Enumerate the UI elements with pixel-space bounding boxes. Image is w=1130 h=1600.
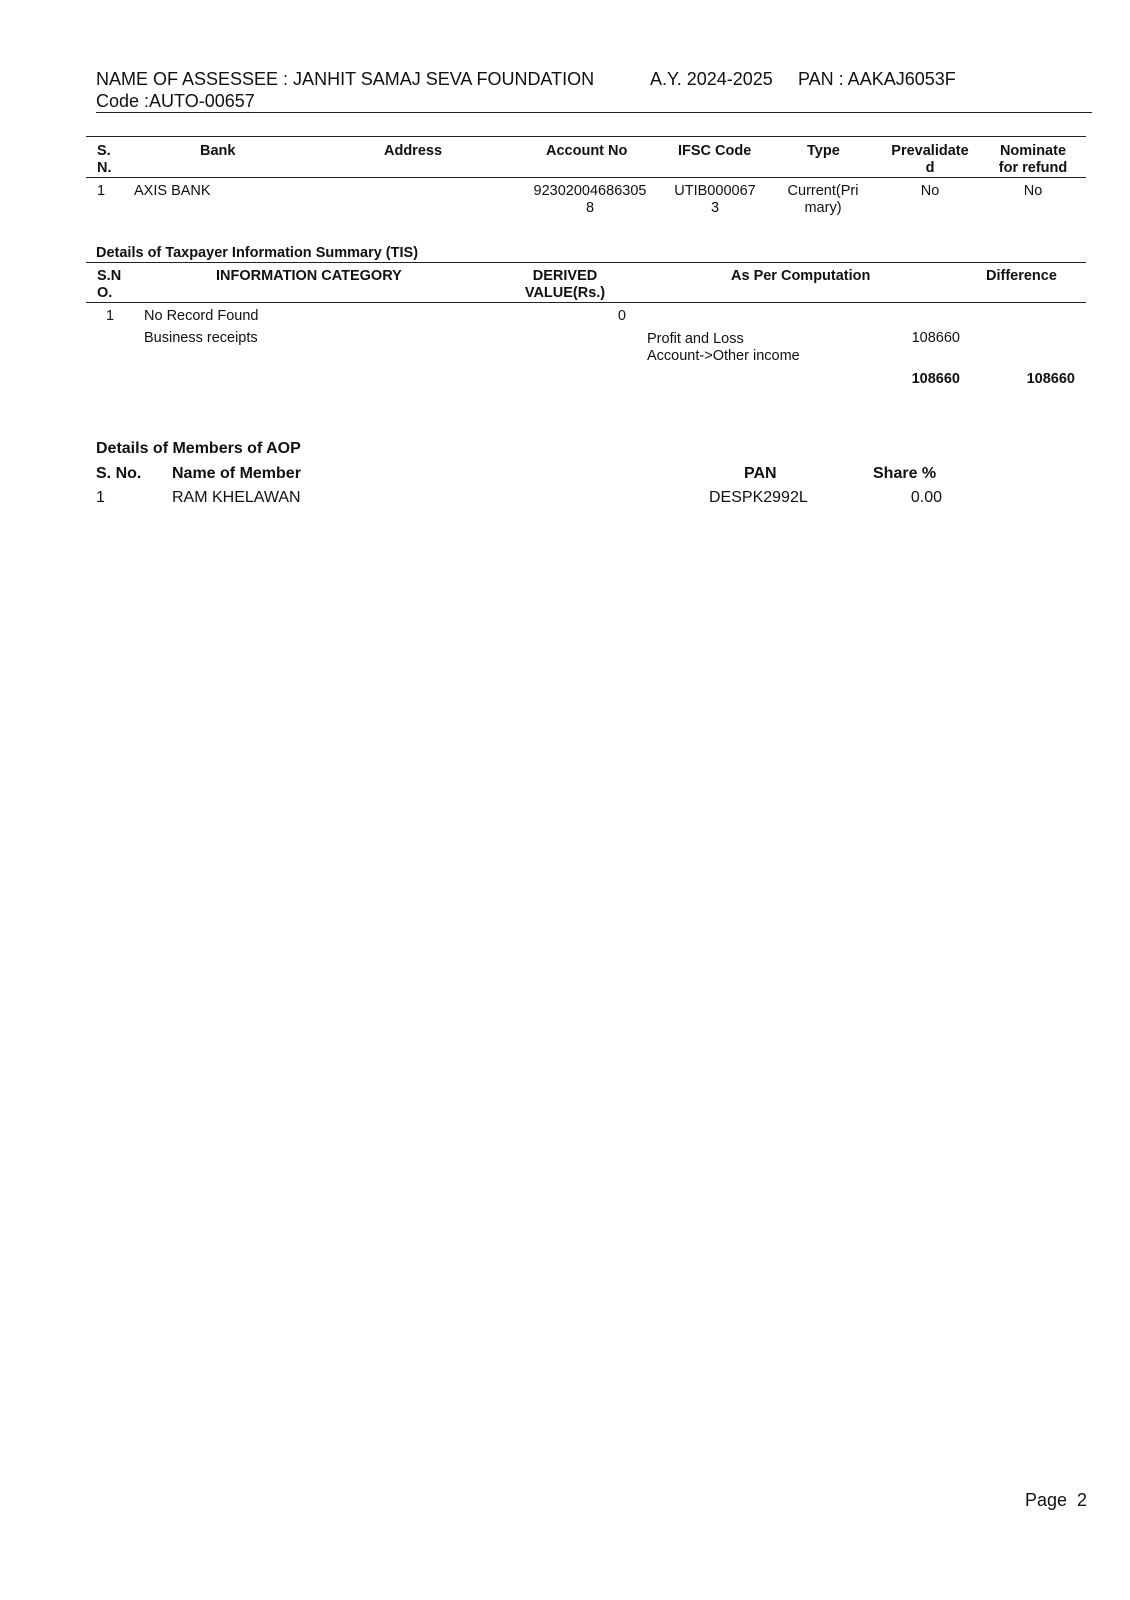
aop-row-name: RAM KHELAWAN <box>172 489 301 506</box>
tis-title: Details of Taxpayer Information Summary (TIS) <box>96 245 419 261</box>
tis-row-computation-value: 108660 <box>911 330 960 346</box>
aop-col-name-header: Name of Member <box>172 465 301 482</box>
bank-row-sn: 1 <box>97 183 106 199</box>
tis-row-computation-label: Profit and Loss Account->Other income <box>647 331 800 364</box>
col-account-header: Account No <box>546 143 628 159</box>
tis-total-difference: 108660 <box>1026 371 1075 387</box>
col-address-header: Address <box>384 143 443 159</box>
tis-top-rule <box>86 262 1086 263</box>
bank-row-name: AXIS BANK <box>134 183 211 199</box>
aop-row-sno: 1 <box>96 489 105 506</box>
bank-row-type: Current(Pri mary) <box>787 183 859 216</box>
assessee-code: Code :AUTO-00657 <box>96 91 255 111</box>
tis-row-category-main: No Record Found <box>144 308 259 324</box>
col-ifsc-header: IFSC Code <box>678 143 752 159</box>
tis-col-difference-header: Difference <box>986 268 1057 284</box>
tis-row-derived-value: 0 <box>617 308 626 324</box>
assessment-year: A.Y. 2024-2025 <box>650 69 773 89</box>
col-bank-header: Bank <box>200 143 236 159</box>
aop-col-sno-header: S. No. <box>96 465 142 482</box>
tis-header-rule <box>86 302 1086 303</box>
header-rule <box>96 112 1092 113</box>
tis-col-category-header: INFORMATION CATEGORY <box>216 268 402 284</box>
aop-col-share-header: Share % <box>873 465 937 482</box>
tis-total-computation: 108660 <box>911 371 960 387</box>
bank-row-prevalidated: No <box>920 183 940 199</box>
tis-col-derived-header: DERIVED VALUE(Rs.) <box>524 268 606 301</box>
col-nominate-header: Nominate for refund <box>998 143 1068 176</box>
tis-row-sno: 1 <box>106 308 115 324</box>
tis-col-sno-header: S.N O. <box>97 268 122 301</box>
tis-row-category-sub: Business receipts <box>144 330 258 346</box>
aop-col-pan-header: PAN <box>744 465 777 482</box>
col-prevalidated-header: Prevalidate d <box>891 143 969 176</box>
aop-title: Details of Members of AOP <box>96 440 301 457</box>
bank-table-header-rule <box>86 177 1086 178</box>
page-number: Page 2 <box>1025 1490 1088 1510</box>
bank-row-ifsc: UTIB000067 3 <box>674 183 756 216</box>
col-sn-header: S. N. <box>97 143 112 176</box>
col-type-header: Type <box>807 143 840 159</box>
tis-col-computation-header: As Per Computation <box>731 268 871 284</box>
aop-row-share: 0.00 <box>910 489 942 506</box>
assessee-pan: PAN : AAKAJ6053F <box>798 69 956 89</box>
bank-row-nominate: No <box>1023 183 1043 199</box>
aop-row-pan: DESPK2992L <box>709 489 808 506</box>
bank-row-account-no: 92302004686305 8 <box>533 183 647 216</box>
assessee-name: NAME OF ASSESSEE : JANHIT SAMAJ SEVA FOUNDATION <box>96 69 595 89</box>
bank-table-top-rule <box>86 136 1086 137</box>
